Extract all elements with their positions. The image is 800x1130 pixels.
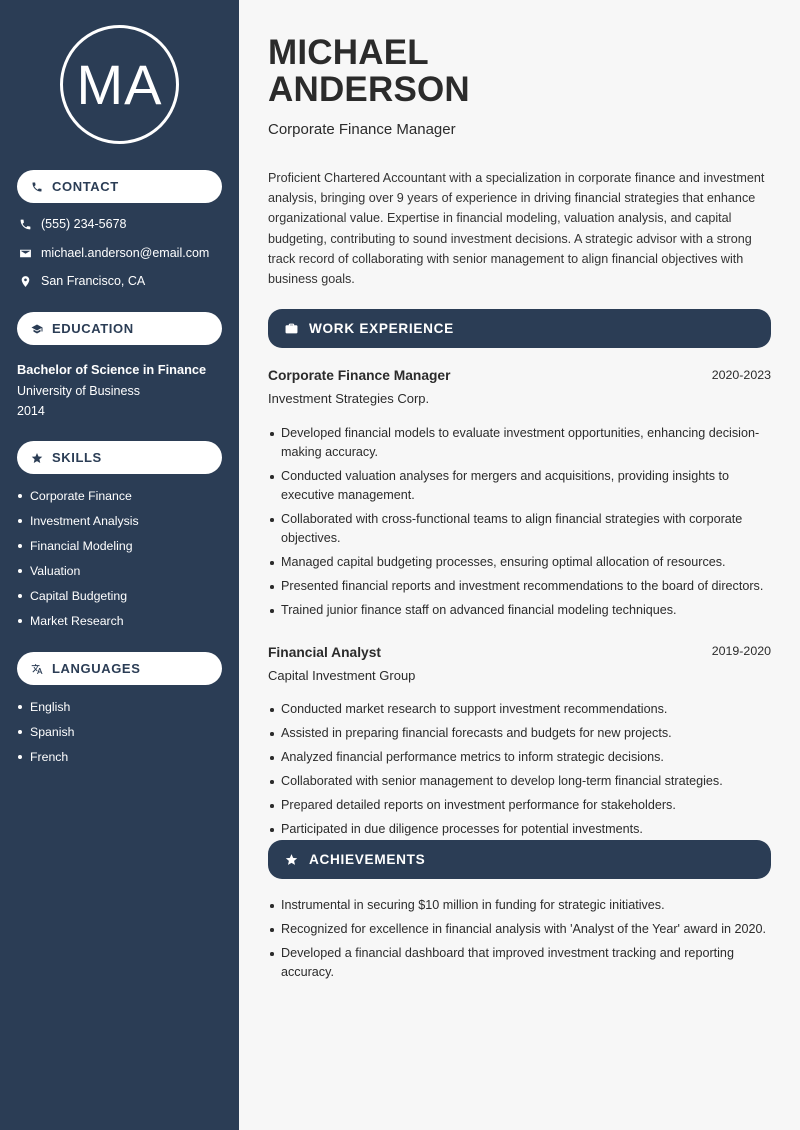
languages-list xyxy=(17,699,74,774)
job-bullet: Participated in due diligence processes for potential investments. xyxy=(268,820,773,839)
skills-heading xyxy=(17,441,222,474)
envelope-icon xyxy=(18,246,32,260)
avatar xyxy=(60,25,179,144)
star-icon xyxy=(31,452,43,464)
achievements-heading-label: ACHIEVEMENTS xyxy=(309,852,426,867)
job-bullets xyxy=(268,700,773,844)
job-bullet: Trained junior finance staff on advanced financial modeling techniques. xyxy=(268,601,773,620)
skill-item: Valuation xyxy=(17,563,139,588)
job-bullet: Analyzed financial performance metrics to inform strategic decisions. xyxy=(268,748,773,767)
map-pin-icon xyxy=(18,274,32,288)
contact-heading xyxy=(17,170,222,203)
job-bullet: Conducted market research to support investment recommendations. xyxy=(268,700,773,719)
language-item: French xyxy=(17,749,74,774)
job-dates: 2020-2023 xyxy=(711,368,771,382)
graduation-cap-icon xyxy=(31,323,43,335)
languages-heading-label: LANGUAGES xyxy=(52,661,141,676)
achievement-item: Developed a financial dashboard that improved investment tracking and reporting accuracy. xyxy=(268,944,773,982)
skill-item: Market Research xyxy=(17,613,139,638)
job-bullet: Collaborated with senior management to develop long-term financial strategies. xyxy=(268,772,773,791)
name-last: ANDERSON xyxy=(268,70,470,109)
education-heading xyxy=(17,312,222,345)
sidebar xyxy=(0,0,239,1130)
avatar-initials: MA xyxy=(76,53,163,116)
achievement-item: Recognized for excellence in financial analysis with 'Analyst of the Year' award in 2020. xyxy=(268,920,773,939)
job-role: Corporate Finance Manager xyxy=(268,121,456,138)
languages-heading xyxy=(17,652,222,685)
skill-item: Corporate Finance xyxy=(17,488,139,513)
skill-item: Capital Budgeting xyxy=(17,588,139,613)
job-bullet: Conducted valuation analyses for mergers and acquisitions, providing insights to executive management. xyxy=(268,467,773,505)
name-first: MICHAEL xyxy=(268,33,429,72)
job-bullet: Managed capital budgeting processes, ensuring optimal allocation of resources. xyxy=(268,553,773,572)
contact-email[interactable] xyxy=(18,246,209,260)
phone-icon xyxy=(18,217,32,231)
education-entry xyxy=(17,360,206,422)
skills-list xyxy=(17,488,139,638)
language-item: Spanish xyxy=(17,724,74,749)
briefcase-icon xyxy=(285,322,299,336)
education-degree: Bachelor of Science in Finance xyxy=(17,362,207,377)
job-bullet: Presented financial reports and investment recommendations to the board of directors. xyxy=(268,577,773,596)
job-bullet: Developed financial models to evaluate investment opportunities, enhancing decision-making accuracy. xyxy=(268,424,773,462)
job-dates: 2019-2020 xyxy=(711,644,771,658)
achievements-list xyxy=(268,896,773,987)
achievements-heading xyxy=(268,840,771,879)
job-title: Financial Analyst xyxy=(268,645,381,660)
language-item: English xyxy=(17,699,74,724)
contact-heading-label: CONTACT xyxy=(52,179,119,194)
skills-heading-label: SKILLS xyxy=(52,450,102,465)
job-title: Corporate Finance Manager xyxy=(268,368,451,383)
contact-email-text: michael.anderson@email.com xyxy=(41,246,210,260)
job-bullet: Assisted in preparing financial forecasts and budgets for new projects. xyxy=(268,724,773,743)
job-bullets xyxy=(268,424,773,625)
profile-summary: Proficient Chartered Accountant with a specialization in corporate finance and investment analysis, bringing over 9 years of experience in driving financial strategies that enhance organizational value. Expertise in financial modeling, valuation analysis, and capital budgeting, contributing to sound investment decisions. A strategic advisor with a strong track record of collaborating with senior management to align financial objectives with business goals. xyxy=(268,171,765,287)
education-heading-label: EDUCATION xyxy=(52,321,134,336)
education-school: University of Business xyxy=(17,383,140,398)
contact-location xyxy=(18,274,145,288)
job-bullet: Collaborated with cross-functional teams to align financial strategies with corporate objectives. xyxy=(268,510,773,548)
contact-phone-text: (555) 234-5678 xyxy=(41,217,127,231)
star-icon xyxy=(285,853,299,867)
contact-phone[interactable] xyxy=(18,217,126,231)
skill-item: Investment Analysis xyxy=(17,513,139,538)
job-company: Capital Investment Group xyxy=(268,668,416,683)
achievement-item: Instrumental in securing $10 million in funding for strategic initiatives. xyxy=(268,896,773,915)
work-experience-heading-label: WORK EXPERIENCE xyxy=(309,321,454,336)
translate-icon xyxy=(31,663,43,675)
job-bullet: Prepared detailed reports on investment performance for stakeholders. xyxy=(268,796,773,815)
skill-item: Financial Modeling xyxy=(17,538,139,563)
contact-location-text: San Francisco, CA xyxy=(41,274,146,288)
candidate-name xyxy=(268,34,470,108)
education-year: 2014 xyxy=(17,404,45,418)
job-company: Investment Strategies Corp. xyxy=(268,391,430,406)
work-experience-heading xyxy=(268,309,771,348)
phone-icon xyxy=(31,181,43,193)
